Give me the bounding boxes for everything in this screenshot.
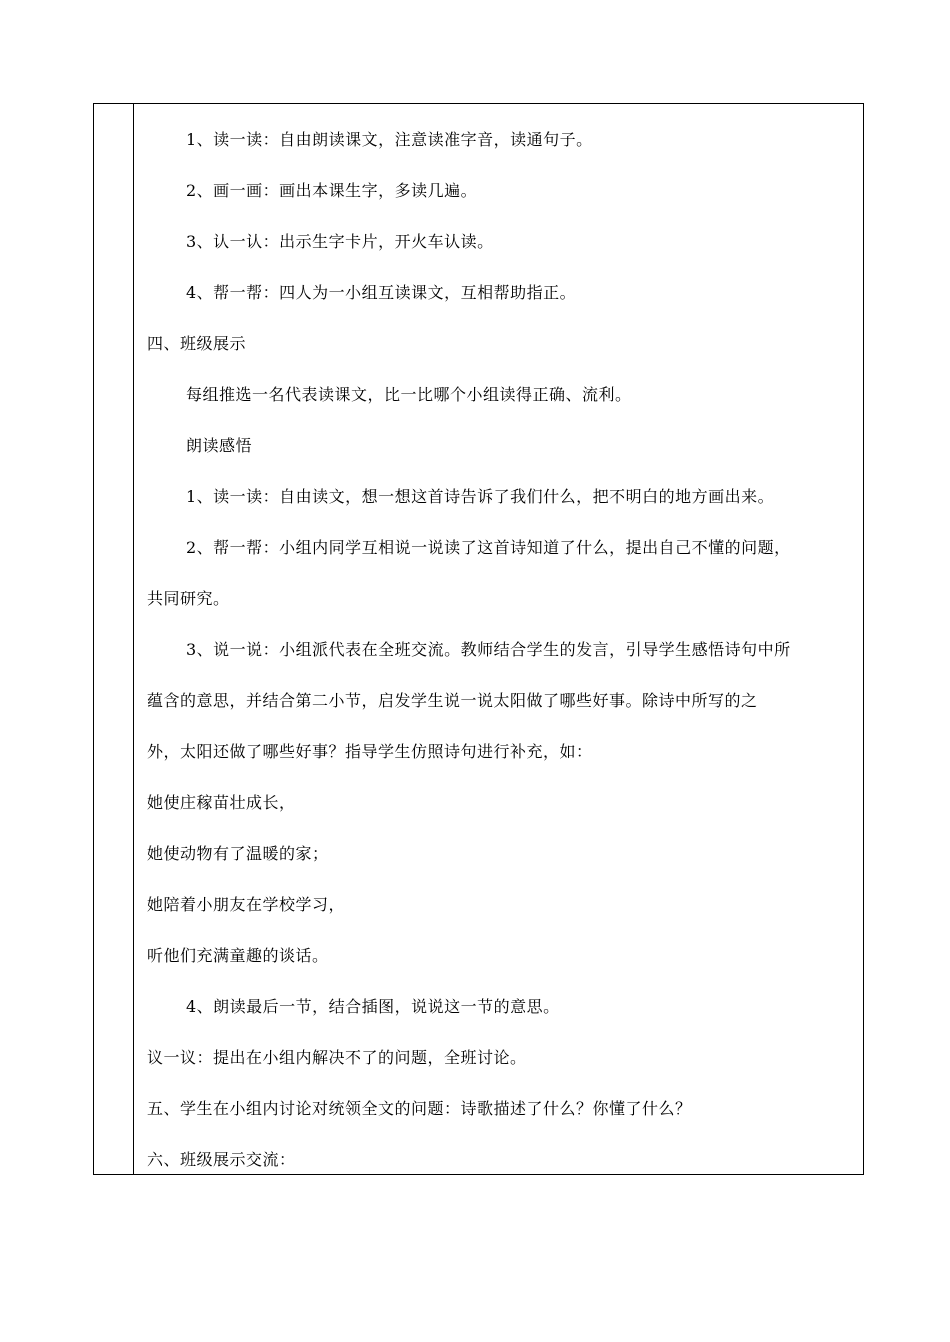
text-line: 外，太阳还做了哪些好事？指导学生仿照诗句进行补充，如：: [147, 742, 593, 761]
text-line: 1、读一读：自由读文，想一想这首诗告诉了我们什么，把不明白的地方画出来。: [186, 487, 775, 506]
table-left-column: [94, 104, 134, 1174]
poem-line: 她使庄稼苗壮成长，: [147, 793, 296, 812]
poem-line: 她使动物有了温暖的家；: [147, 844, 329, 863]
text-line: 4、帮一帮：四人为一小组互读课文，互相帮助指正。: [186, 283, 577, 302]
text-line: 议一议：提出在小组内解决不了的问题，全班讨论。: [147, 1048, 527, 1067]
table-content-cell: [135, 104, 863, 1174]
text-line: 每组推选一名代表读课文，比一比哪个小组读得正确、流利。: [186, 385, 632, 404]
text-line: 2、帮一帮：小组内同学互相说一说读了这首诗知道了什么，提出自己不懂的问题，: [186, 538, 791, 557]
section-heading: 五、学生在小组内讨论对统领全文的问题：诗歌描述了什么？你懂了什么？: [147, 1099, 692, 1118]
text-line: 共同研究。: [147, 589, 230, 608]
text-line: 3、认一认：出示生字卡片，开火车认读。: [186, 232, 494, 251]
text-line: 2、画一画：画出本课生字，多读几遍。: [186, 181, 478, 200]
text-line: 4、朗读最后一节，结合插图，说说这一节的意思。: [186, 997, 560, 1016]
section-heading: 六、班级展示交流：: [147, 1150, 296, 1169]
section-heading: 四、班级展示: [147, 334, 247, 353]
poem-line: 听他们充满童趣的谈话。: [147, 946, 329, 965]
text-line: 3、说一说：小组派代表在全班交流。教师结合学生的发言，引导学生感悟诗句中所: [186, 640, 791, 659]
poem-line: 她陪着小朋友在学校学习，: [147, 895, 346, 914]
subsection-heading: 朗读感悟: [186, 436, 253, 455]
text-line: 1、读一读：自由朗读课文，注意读准字音，读通句子。: [186, 130, 593, 149]
text-line: 蕴含的意思，并结合第二小节，启发学生说一说太阳做了哪些好事。除诗中所写的之: [147, 691, 758, 710]
lesson-table: [93, 103, 864, 1175]
